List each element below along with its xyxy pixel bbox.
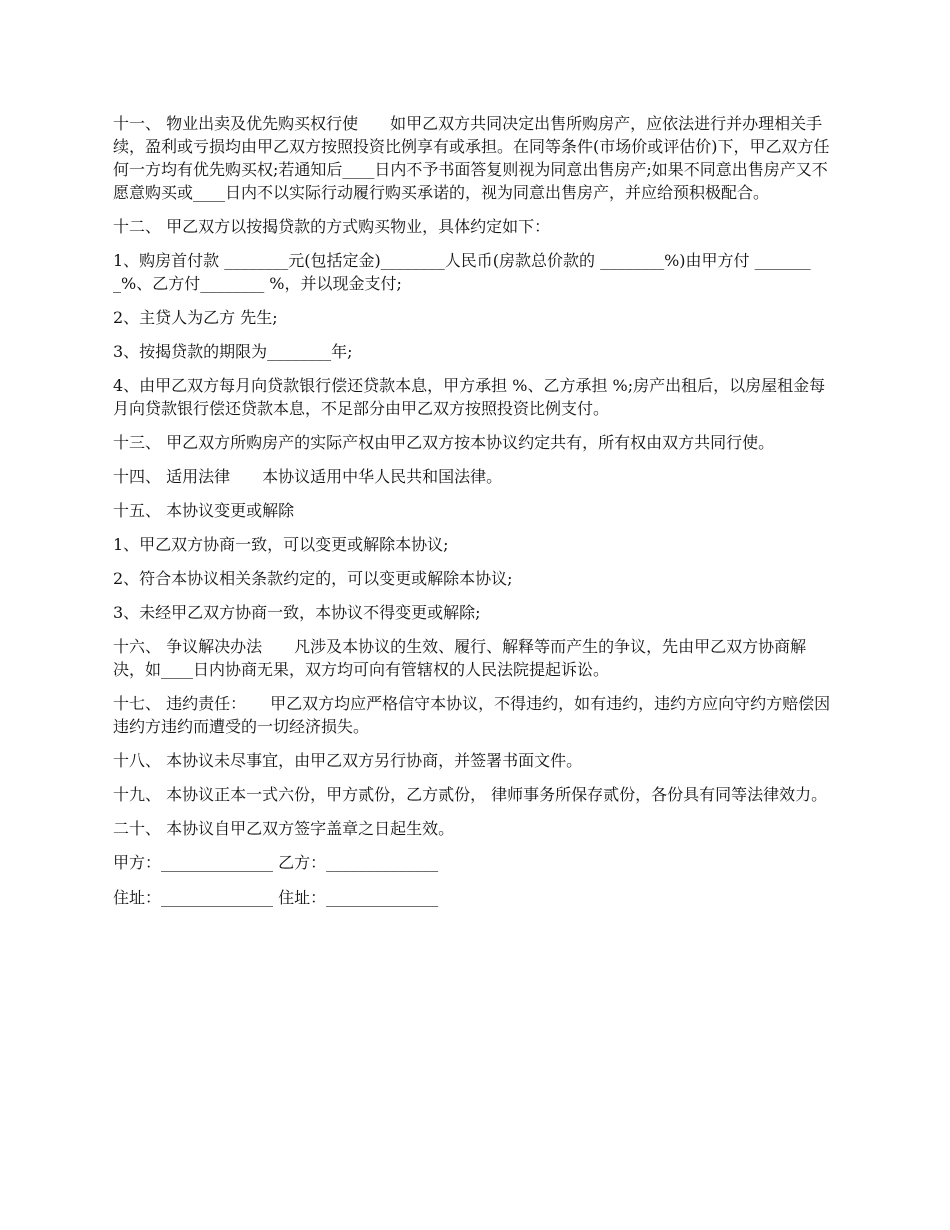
clause-17: 十七、 违约责任： 甲乙双方均应严格信守本协议，不得违约，如有违约，违约方应向守约方赔偿因违约方违约而遭受的一切经济损失。 <box>113 694 831 736</box>
clause-15-item-2: 2、符合本协议相关条款约定的，可以变更或解除本协议; <box>113 569 513 588</box>
clause-13: 十三、 甲乙双方所购房产的实际产权由甲乙双方按本协议约定共有，所有权由双方共同行使。 <box>113 433 775 452</box>
clause-12-item-1: 1、购房首付款 ________元(包括定金)________人民币(房款总价款的 ________%)由甲方付 ________%、乙方付________ %，并以现金支付; <box>113 251 811 293</box>
clause-19: 十九、 本协议正本一式六份，甲方贰份，乙方贰份， 律师事务所保存贰份，各份具有同等法律效力。 <box>113 785 828 804</box>
clause-15-item-1: 1、甲乙双方协商一致，可以变更或解除本协议; <box>113 535 449 554</box>
document-body <box>113 112 833 921</box>
signature-party-line: 甲方：______________ 乙方：______________ <box>113 853 439 872</box>
clause-14: 十四、 适用法律 本协议适用中华人民共和国法律。 <box>113 467 503 486</box>
clause-20: 二十、 本协议自甲乙双方签字盖章之日起生效。 <box>113 819 455 838</box>
clause-15-item-3: 3、未经甲乙双方协商一致，本协议不得变更或解除; <box>113 603 481 622</box>
clause-12-item-3: 3、按揭贷款的期限为________年; <box>113 342 353 361</box>
clause-15: 十五、 本协议变更或解除 <box>113 501 295 520</box>
clause-16: 十六、 争议解决办法 凡涉及本协议的生效、履行、解释等而产生的争议，先由甲乙双方协商解决，如____日内协商无果，双方均可向有管辖权的人民法院提起诉讼。 <box>113 637 807 679</box>
signature-address-line: 住址：______________ 住址：______________ <box>113 888 439 907</box>
clause-11: 十一、 物业出卖及优先购买权行使 如甲乙双方共同决定出售所购房产，应依法进行并办理相关手续，盈利或亏损均由甲乙双方按照投资比例享有或承担。在同等条件(市场价或评估价)下，甲乙双方任何一方均有优先购买权;若通知后____日内不予书面答复则视为同意出售房产;如果不同意出售房产又不愿意购买或____日内不以实际行动履行购买承诺的，视为同意出售房产，并应给预积极配合。 <box>113 114 830 202</box>
clause-12: 十二、 甲乙双方以按揭贷款的方式购买物业，具体约定如下： <box>113 217 551 236</box>
clause-12-item-4: 4、由甲乙双方每月向贷款银行偿还贷款本息，甲方承担 %、乙方承担 %;房产出租后，以房屋租金每月向贷款银行偿还贷款本息，不足部分由甲乙双方按照投资比例支付。 <box>113 376 826 418</box>
clause-18: 十八、 本协议未尽事宜，由甲乙双方另行协商，并签署书面文件。 <box>113 751 583 770</box>
clause-12-item-2: 2、主贷人为乙方 先生; <box>113 308 278 327</box>
